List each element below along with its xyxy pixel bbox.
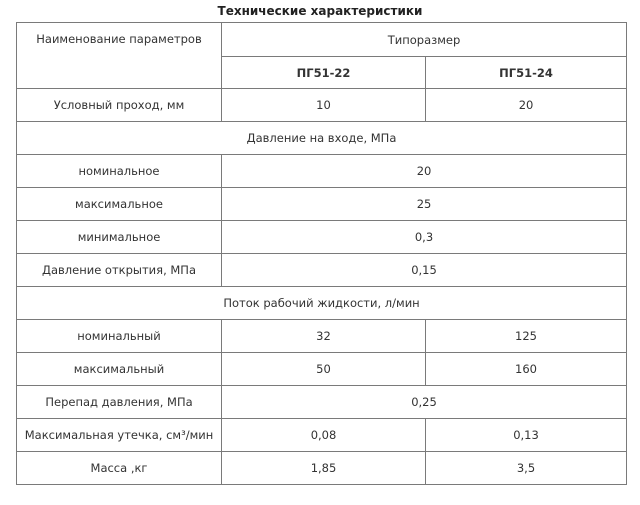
specifications-table — [16, 22, 627, 485]
section-row — [17, 122, 627, 155]
row-label: Масса ,кг — [17, 452, 222, 485]
cell-model-1: 32 — [222, 320, 426, 353]
table-row — [17, 221, 627, 254]
row-label: номинальный — [17, 320, 222, 353]
row-label: минимальное — [17, 221, 222, 254]
section-header-flow: Поток рабочий жидкости, л/мин — [17, 287, 627, 320]
section-row — [17, 287, 627, 320]
row-label: Давление открытия, МПа — [17, 254, 222, 287]
model-1-header: ПГ51-22 — [222, 57, 426, 89]
table-row — [17, 452, 627, 485]
row-label: Перепад давления, МПа — [17, 386, 222, 419]
row-label: номинальное — [17, 155, 222, 188]
type-size-header: Типоразмер — [222, 23, 627, 57]
row-label: максимальный — [17, 353, 222, 386]
row-label: Условный проход, мм — [17, 89, 222, 122]
param-name-header: Наименование параметров — [17, 23, 222, 89]
table-row — [17, 188, 627, 221]
table-row — [17, 353, 627, 386]
cell-model-1: 1,85 — [222, 452, 426, 485]
cell-model-2: 0,13 — [426, 419, 627, 452]
cell-model-1: 50 — [222, 353, 426, 386]
table-row — [17, 89, 627, 122]
cell-shared-value: 25 — [222, 188, 627, 221]
table-title: Технические характеристики — [217, 4, 423, 18]
row-label: максимальное — [17, 188, 222, 221]
table-row — [17, 386, 627, 419]
table-row — [17, 320, 627, 353]
cell-shared-value: 0,25 — [222, 386, 627, 419]
cell-model-2: 160 — [426, 353, 627, 386]
cell-shared-value: 0,3 — [222, 221, 627, 254]
table-header-row — [17, 23, 627, 57]
table-row — [17, 254, 627, 287]
cell-shared-value: 20 — [222, 155, 627, 188]
model-2-header: ПГ51-24 — [426, 57, 627, 89]
table-row — [17, 419, 627, 452]
cell-model-2: 3,5 — [426, 452, 627, 485]
table-row — [17, 155, 627, 188]
cell-model-1: 10 — [222, 89, 426, 122]
cell-model-2: 20 — [426, 89, 627, 122]
section-header-inlet-pressure: Давление на входе, МПа — [17, 122, 627, 155]
cell-shared-value: 0,15 — [222, 254, 627, 287]
row-label: Максимальная утечка, см³/мин — [17, 419, 222, 452]
cell-model-2: 125 — [426, 320, 627, 353]
cell-model-1: 0,08 — [222, 419, 426, 452]
